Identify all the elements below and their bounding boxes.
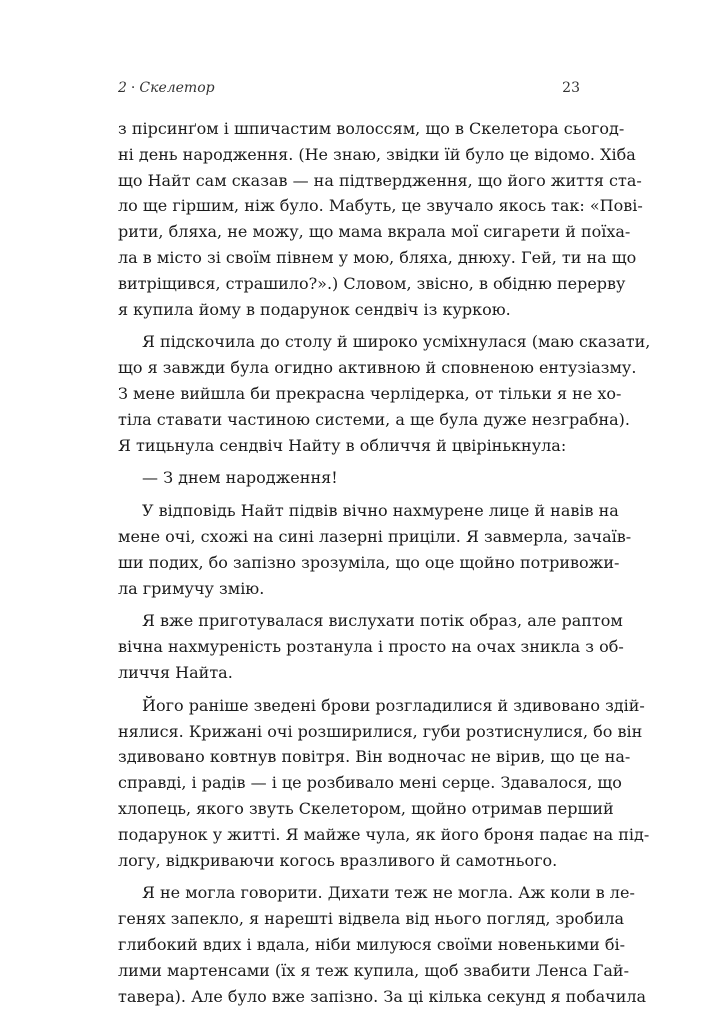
text-line: мене очі, схожі на сині лазерні приціли. Я завмерла, зачаїв- <box>118 526 632 546</box>
text-line: вічна нахмуреність розтанула і просто на очах зникла з об- <box>118 637 624 657</box>
body-text <box>118 116 651 1009</box>
text-line: Я підскочила до столу й широко усміхнулася (маю сказати, <box>142 332 651 352</box>
dialogue-paragraph <box>118 465 580 491</box>
text-line: лими мартенсами (їх я теж купила, щоб звабити Ленса Гай- <box>118 960 629 980</box>
text-line: Його раніше зведені брови розгладилися й здивовано здій- <box>142 695 645 715</box>
text-line: здивовано ковтнув повітря. Він водночас не вірив, що це на- <box>118 747 631 767</box>
text-line: Я тицьнула сендвіч Найту в обличчя й цвірінькнула: <box>118 435 567 455</box>
text-line: генях запекло, я нарешті відвела від нього погляд, зробила <box>118 909 625 929</box>
text-line: тіла ставати частиною системи, а ще була дуже незграбна). <box>118 409 630 429</box>
text-line: глибокий вдих і вдала, ніби милуюся своїми новенькими бі- <box>118 934 625 954</box>
text-line: нялися. Крижані очі розширилися, губи розтиснулися, бо він <box>118 721 643 741</box>
text-line: подарунок у житті. Я майже чула, як його броня падає на під- <box>118 824 650 844</box>
text-line: тавера). Але було вже запізно. За ці кілька секунд я побачила <box>118 986 647 1006</box>
text-line: справді, і радів — і це розбивало мені серце. Здавалося, що <box>118 773 622 793</box>
text-line: — З днем народження! <box>142 468 338 488</box>
paragraph <box>118 880 647 1009</box>
text-line: витріщився, страшило?».) Словом, звісно, в обідню перерву <box>118 273 626 293</box>
running-head <box>118 80 580 100</box>
text-line: рити, бляха, не можу, що мама вкрала мої сигарети й поїха- <box>118 222 631 242</box>
paragraph <box>118 498 632 601</box>
text-line: Я вже приготувалася вислухати потік образ, але раптом <box>142 611 623 631</box>
text-line: я купила йому в подарунок сендвіч із куркою. <box>118 299 511 319</box>
text-line: личчя Найта. <box>118 662 233 682</box>
page-number: 23 <box>562 80 580 96</box>
text-line: У відповідь Найт підвів вічно нахмурене лице й навів на <box>142 501 619 521</box>
chapter-label <box>118 80 215 96</box>
chapter-title: Скелетор <box>139 80 215 96</box>
text-line: з пірсинґом і шпичастим волоссям, що в Скелетора сьогод- <box>118 119 625 138</box>
text-line: ло ще гіршим, ніж було. Мабуть, це звучало якось так: «Пові- <box>118 196 643 216</box>
paragraph <box>118 116 643 322</box>
text-line: ла в місто зі своїм півнем у мою, бляха, днюху. Гей, ти на що <box>118 247 637 267</box>
paragraph <box>118 608 624 685</box>
text-line: ні день народження. (Не знаю, звідки їй було це відомо. Хіба <box>118 144 636 164</box>
chapter-separator: · <box>130 80 136 96</box>
text-line: що Найт сам сказав — на підтвердження, що його життя ста- <box>118 170 642 190</box>
text-line: логу, відкриваючи когось вразливого й самотнього. <box>118 850 558 870</box>
text-line: що я завжди була огидно активною й сповненою ентузіазму. <box>118 358 637 378</box>
text-line: ла гримучу змію. <box>118 578 265 598</box>
paragraph <box>118 693 650 874</box>
paragraph <box>118 329 651 458</box>
text-line: хлопець, якого звуть Скелетором, щойно отримав перший <box>118 798 614 818</box>
text-line: З мене вийшла би прекрасна черлідерка, от тільки я не хо- <box>118 383 622 403</box>
chapter-number: 2 <box>118 80 127 96</box>
text-line: Я не могла говорити. Дихати теж не могла. Аж коли в ле- <box>142 883 635 903</box>
text-line: ши подих, бо запізно зрозуміла, що оце щойно потривожи- <box>118 552 620 572</box>
